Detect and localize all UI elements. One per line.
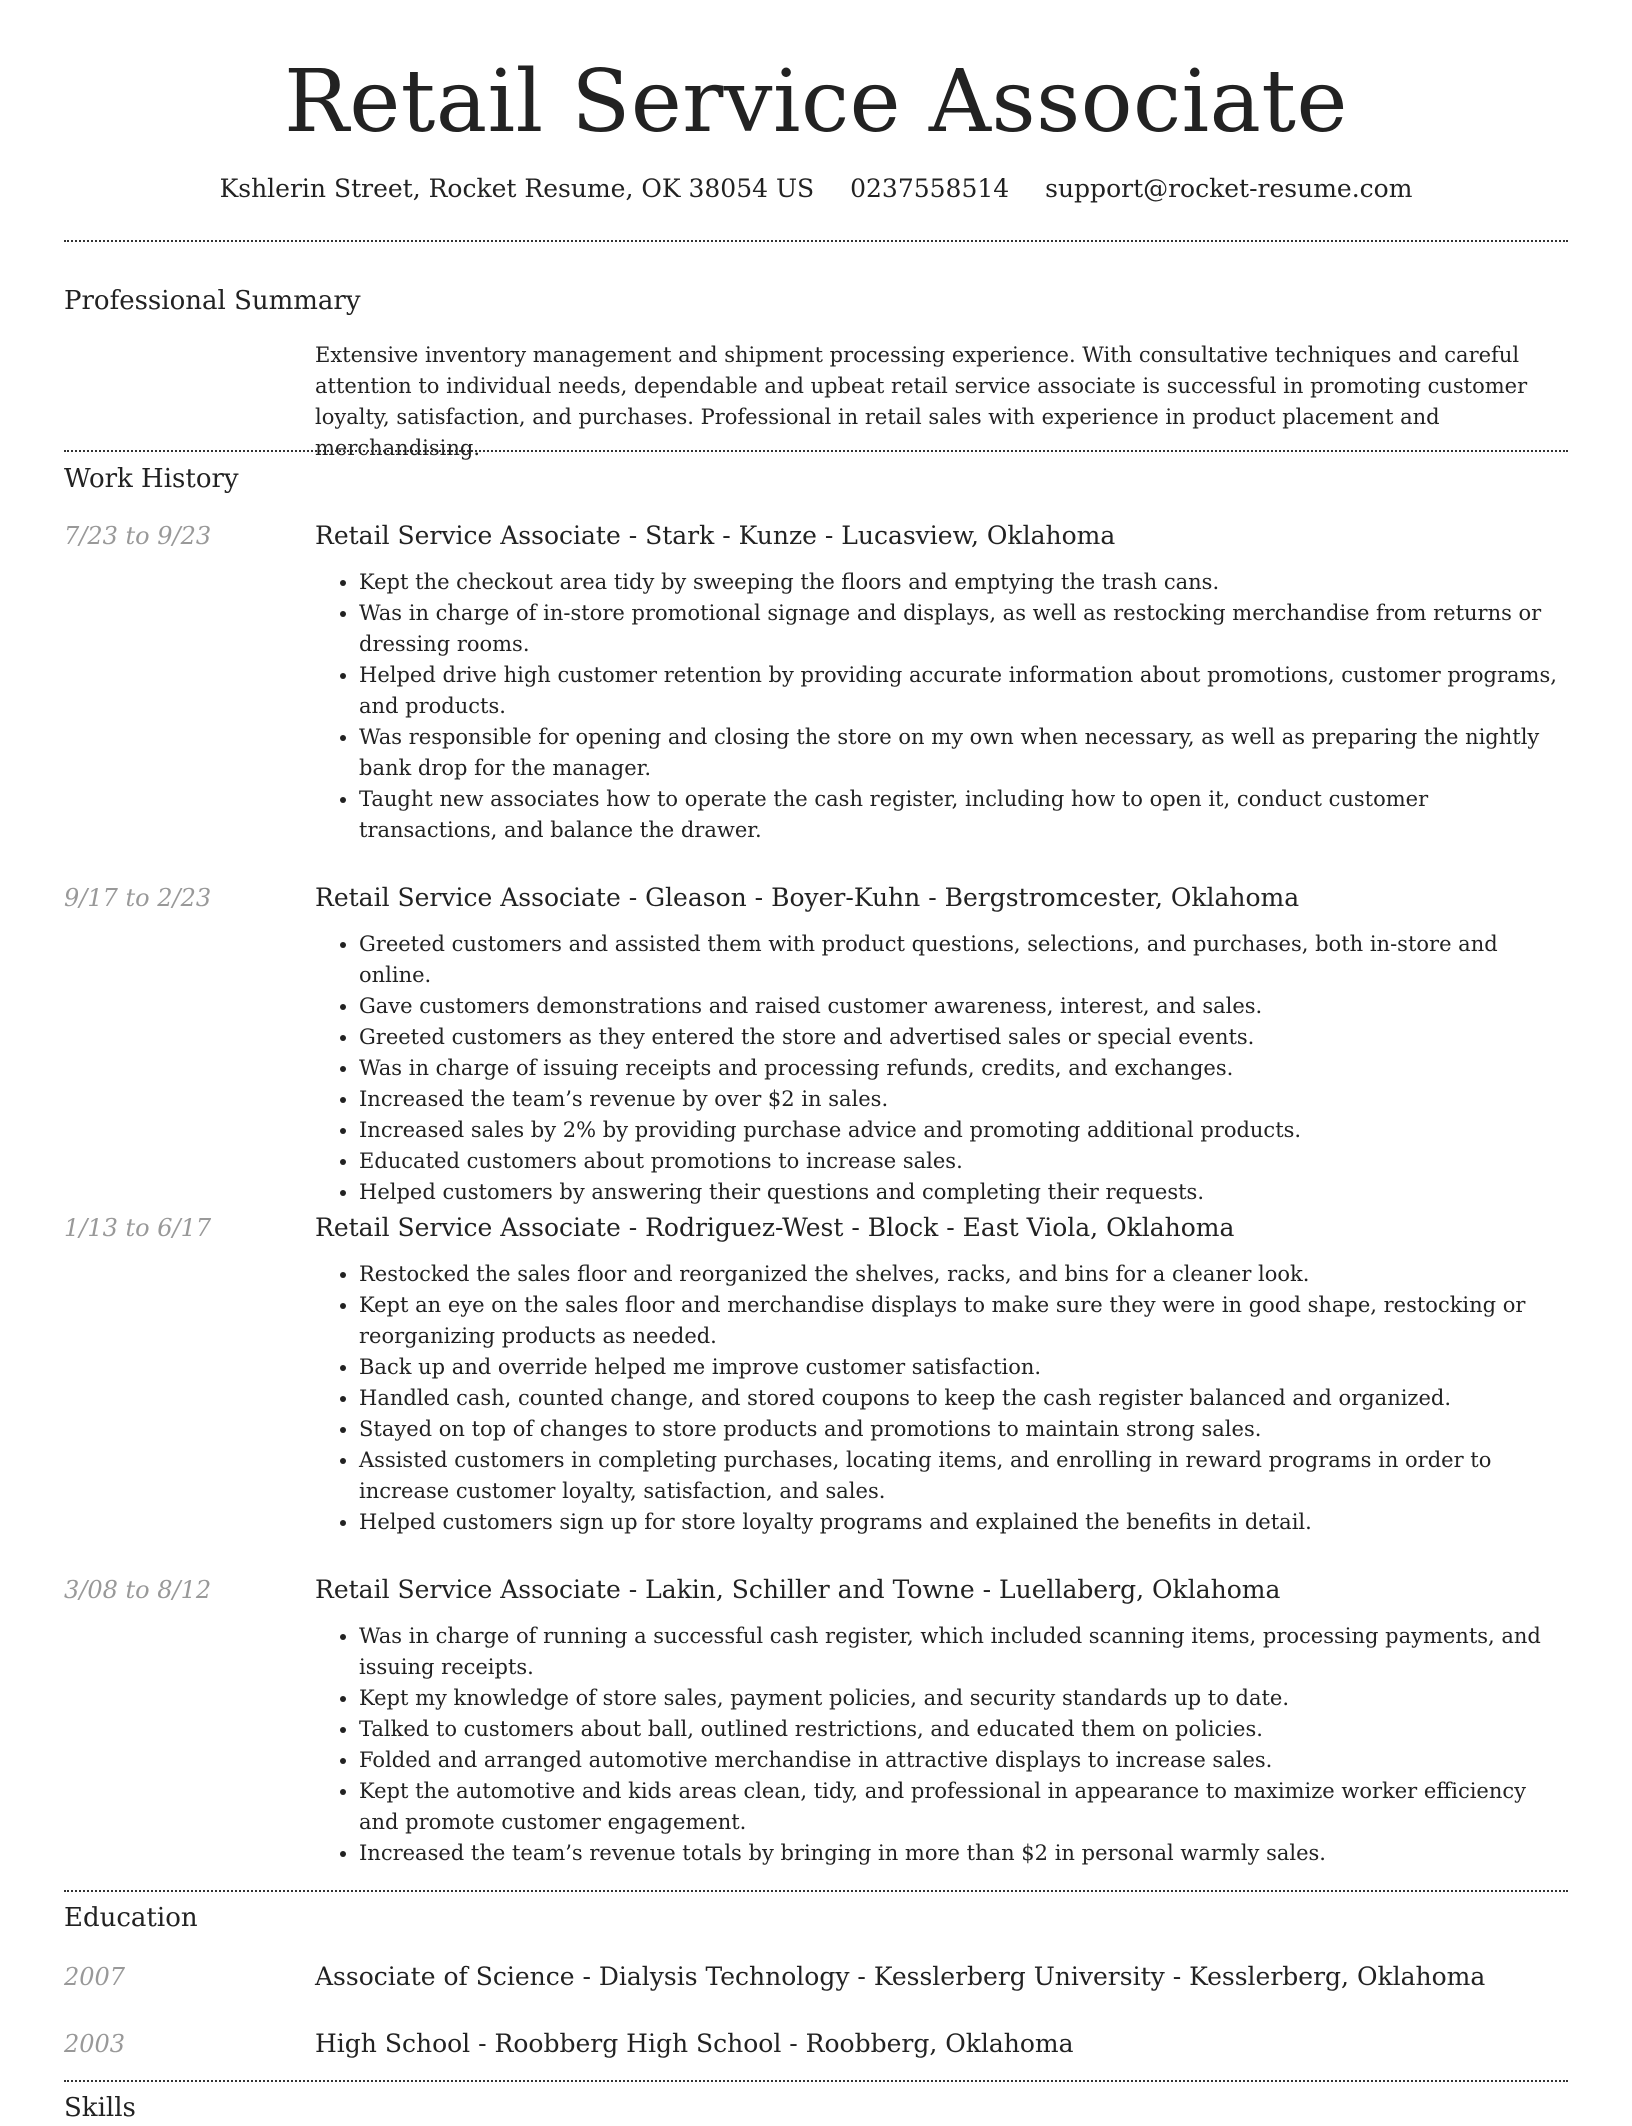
job-bullet: • Stayed on top of changes to store products and promotions to maintain strong sales. [359, 1414, 1568, 1445]
job-bullets [315, 1621, 1568, 1869]
job-bullet: • Talked to customers about ball, outlined restrictions, and educated them on policies. [359, 1714, 1568, 1745]
job-date: 7/23 to 9/23 [64, 522, 212, 550]
divider [64, 450, 1568, 452]
job-date: 1/13 to 6/17 [64, 1214, 212, 1242]
job-bullet: • Helped customers by answering their questions and completing their requests. [359, 1177, 1568, 1208]
job-date: 3/08 to 8/12 [64, 1576, 212, 1604]
job-bullet: • Greeted customers and assisted them with product questions, selections, and purchases, both in-store and online. [359, 929, 1568, 991]
job-bullet: • Restocked the sales floor and reorganized the shelves, racks, and bins for a cleaner look. [359, 1259, 1568, 1290]
job-bullet: • Was responsible for opening and closing the store on my own when necessary, as well as preparing the nightly bank drop for the manager. [359, 722, 1568, 784]
job-bullet: • Kept the checkout area tidy by sweeping the floors and emptying the trash cans. [359, 567, 1568, 598]
divider [64, 1890, 1568, 1892]
job-bullet: • Helped drive high customer retention by providing accurate information about promotions, customer programs, and products. [359, 660, 1568, 722]
skills-heading: Skills [64, 2093, 136, 2123]
job-bullet: • Kept the automotive and kids areas clean, tidy, and professional in appearance to maximize worker efficiency and promote customer engagement. [359, 1776, 1568, 1838]
education-title: Associate of Science - Dialysis Technology - Kesslerberg University - Kesslerberg, Oklahoma [315, 1962, 1486, 1991]
job-bullets [315, 929, 1568, 1208]
job-bullet: • Greeted customers as they entered the store and advertised sales or special events. [359, 1022, 1568, 1053]
education-heading: Education [64, 1903, 198, 1933]
contact-email[interactable]: support@rocket-resume.com [1045, 174, 1413, 203]
work-history-heading: Work History [64, 464, 239, 494]
contact-address: Kshlerin Street, Rocket Resume, OK 38054 US [219, 174, 815, 203]
job-bullet: • Folded and arranged automotive merchandise in attractive displays to increase sales. [359, 1745, 1568, 1776]
job-bullets [315, 1259, 1568, 1538]
contact-line [0, 170, 1632, 208]
job-bullet: • Kept my knowledge of store sales, payment policies, and security standards up to date. [359, 1683, 1568, 1714]
job-bullet: • Assisted customers in completing purchases, locating items, and enrolling in reward programs in order to increase customer loyalty, satisfaction, and sales. [359, 1445, 1568, 1507]
job-bullet: • Kept an eye on the sales floor and merchandise displays to make sure they were in good shape, restocking or reorganizing products as needed. [359, 1290, 1568, 1352]
job-bullet: • Was in charge of running a successful cash register, which included scanning items, processing payments, and issuing receipts. [359, 1621, 1568, 1683]
divider [64, 240, 1568, 242]
contact-phone: 0237558514 [850, 174, 1010, 203]
job-bullet: • Increased sales by 2% by providing purchase advice and promoting additional products. [359, 1115, 1568, 1146]
job-bullet: • Increased the team’s revenue totals by bringing in more than $2 in personal warmly sales. [359, 1838, 1568, 1869]
education-date: 2007 [64, 1963, 126, 1991]
job-bullets [315, 567, 1568, 846]
job-bullet: • Was in charge of in-store promotional signage and displays, as well as restocking merchandise from returns or dressing rooms. [359, 598, 1568, 660]
job-bullet: • Handled cash, counted change, and stored coupons to keep the cash register balanced and organized. [359, 1383, 1568, 1414]
job-title: Retail Service Associate - Stark - Kunze - Lucasview, Oklahoma [315, 521, 1116, 550]
job-bullet: • Educated customers about promotions to increase sales. [359, 1146, 1568, 1177]
summary-heading: Professional Summary [64, 286, 361, 316]
job-title: Retail Service Associate - Lakin, Schiller and Towne - Luellaberg, Oklahoma [315, 1575, 1281, 1604]
job-bullet: • Gave customers demonstrations and raised customer awareness, interest, and sales. [359, 991, 1568, 1022]
job-bullet: • Was in charge of issuing receipts and processing refunds, credits, and exchanges. [359, 1053, 1568, 1084]
job-bullet: • Taught new associates how to operate the cash register, including how to open it, conduct customer transactions, and balance the drawer. [359, 784, 1568, 846]
job-bullet: • Helped customers sign up for store loyalty programs and explained the benefits in detail. [359, 1507, 1568, 1538]
resume-name: Retail Service Associate [284, 52, 1348, 152]
job-bullet: • Back up and override helped me improve customer satisfaction. [359, 1352, 1568, 1383]
education-title: High School - Roobberg High School - Roobberg, Oklahoma [315, 2029, 1074, 2058]
education-date: 2003 [64, 2030, 126, 2058]
job-bullet: • Increased the team’s revenue by over $2 in sales. [359, 1084, 1568, 1115]
summary-text: Extensive inventory management and shipment processing experience. With consultative techniques and careful attention to individual needs, dependable and upbeat retail service associate is successful in promoting customer loyalty, satisfaction, and purchases. Professional in retail sales with experience in product placement and merchandising. [315, 343, 1528, 460]
job-date: 9/17 to 2/23 [64, 884, 212, 912]
divider [64, 2080, 1568, 2082]
job-title: Retail Service Associate - Gleason - Boyer-Kuhn - Bergstromcester, Oklahoma [315, 883, 1300, 912]
job-title: Retail Service Associate - Rodriguez-West - Block - East Viola, Oklahoma [315, 1213, 1235, 1242]
